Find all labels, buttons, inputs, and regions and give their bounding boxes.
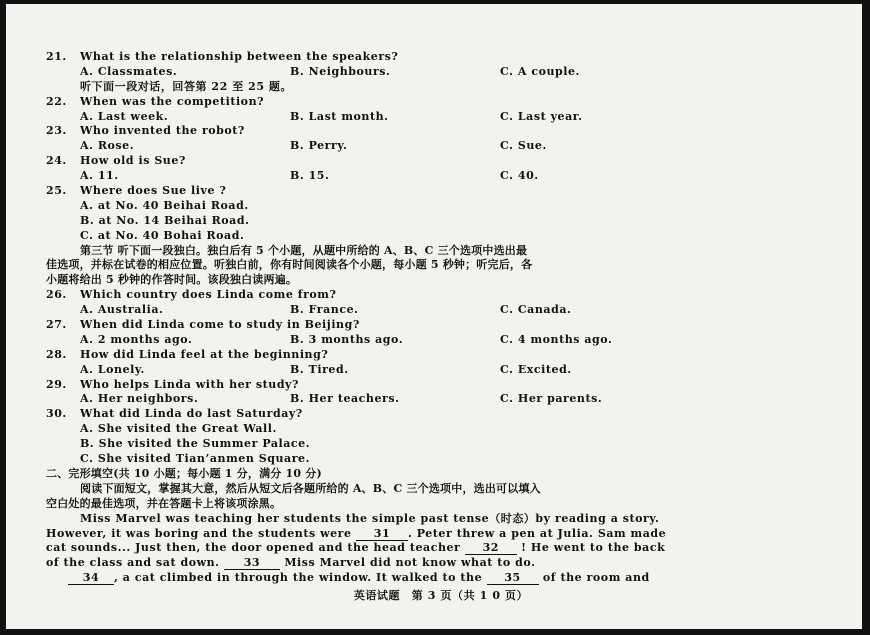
section3-instruction-line2: 佳选项，并标在试卷的相应位置。听独白前，你有时间阅读各个小题，每小题 5 秒钟；听完后，各 xyxy=(46,258,533,272)
option-c: C. at No. 40 Bohai Road. xyxy=(80,228,245,242)
section3-instruction-line1: 第三节 听下面一段独白。独白后有 5 个小题，从题中所给的 A、B、C 三个选项中选出最 xyxy=(80,243,528,257)
options-27 xyxy=(46,333,774,348)
option-a: A. Lonely. xyxy=(80,362,145,376)
question-text: What is the relationship between the speakers? xyxy=(80,50,399,63)
option-c: C. 40. xyxy=(500,169,539,183)
option-b: B. Tired. xyxy=(290,362,349,376)
option-b: B. Neighbours. xyxy=(290,64,391,78)
question-25 xyxy=(46,184,774,199)
question-number: 29. xyxy=(46,377,67,391)
passage-line2 xyxy=(46,527,774,542)
question-text: Which country does Linda come from? xyxy=(80,288,337,302)
option-a: A. Her neighbors. xyxy=(80,392,199,406)
option-c: C. Sue. xyxy=(500,139,547,153)
passage-line5 xyxy=(46,571,774,586)
page-content xyxy=(46,50,774,586)
option-c: C. Canada. xyxy=(500,303,572,317)
question-number: 30. xyxy=(46,407,67,421)
option-a: A. Classmates. xyxy=(80,64,178,78)
option-c: C. Excited. xyxy=(500,362,572,376)
question-number: 22. xyxy=(46,94,67,108)
question-23 xyxy=(46,124,774,139)
passage-text: . Peter threw a pen at Julia. Sam made xyxy=(407,526,667,540)
blank-31: 31 xyxy=(356,528,408,541)
passage-line1 xyxy=(46,512,774,527)
options-24 xyxy=(46,169,774,184)
blank-35: 35 xyxy=(487,572,539,585)
passage-text: of the room and xyxy=(542,571,650,585)
option-b: B. She visited the Summer Palace. xyxy=(80,437,311,451)
option-a: A. Rose. xyxy=(80,139,135,153)
option-a: A. 2 months ago. xyxy=(80,332,193,346)
passage-text: Miss Marvel was teaching her students the simple past tense（时态）by reading a story. xyxy=(80,511,660,525)
instruction-22-25: 听下面一段对话，回答第 22 至 25 题。 xyxy=(80,79,293,93)
options-28 xyxy=(46,363,774,378)
passage-line3 xyxy=(46,541,774,556)
passage-text: However, it was boring and the students were xyxy=(46,526,352,540)
question-21 xyxy=(46,50,774,65)
option-c: C. Last year. xyxy=(500,109,583,123)
option-b: B. 15. xyxy=(290,169,330,183)
question-28 xyxy=(46,348,774,363)
options-21 xyxy=(46,65,774,80)
question-text: What did Linda do last Saturday? xyxy=(80,407,303,421)
option-a: A. Last week. xyxy=(80,109,169,123)
passage-text: Miss Marvel did not know what to do. xyxy=(284,556,536,570)
question-text: How old is Sue? xyxy=(80,154,186,168)
options-26 xyxy=(46,303,774,318)
options-29 xyxy=(46,392,774,407)
question-text: How did Linda feel at the beginning? xyxy=(80,347,329,361)
question-number: 23. xyxy=(46,124,67,138)
question-27 xyxy=(46,318,774,333)
question-text: Where does Sue live ? xyxy=(80,184,227,198)
question-number: 26. xyxy=(46,288,67,302)
passage-line4 xyxy=(46,556,774,571)
part2-instruction-line1: 阅读下面短文，掌握其大意，然后从短文后各题所给的 A、B、C 三个选项中，选出可以填入 xyxy=(80,481,541,495)
page-footer: 英语试题 第 3 页（共 1 0 页） xyxy=(353,589,529,602)
option-b: B. 3 months ago. xyxy=(290,332,404,346)
passage-text: of the class and sat down. xyxy=(46,556,220,570)
part2-instruction-line2: 空白处的最佳选项，并在答题卡上将该项涂黑。 xyxy=(46,496,282,510)
option-c: C. Her parents. xyxy=(500,392,603,406)
passage-text: , a cat climbed in through the window. It walked to the xyxy=(114,571,483,585)
question-number: 24. xyxy=(46,154,67,168)
passage-text: ! He went to the back xyxy=(521,541,666,555)
option-b: B. at No. 14 Beihai Road. xyxy=(80,213,250,227)
question-text: When was the competition? xyxy=(80,94,265,108)
option-c: C. 4 months ago. xyxy=(500,332,613,346)
option-a: A. Australia. xyxy=(80,303,164,317)
question-text: When did Linda come to study in Beijing? xyxy=(80,318,360,332)
option-b: B. France. xyxy=(290,303,359,317)
question-number: 28. xyxy=(46,347,67,361)
question-number: 25. xyxy=(46,184,67,198)
blank-34: 34 xyxy=(68,572,114,585)
blank-32: 32 xyxy=(465,542,517,555)
question-30 xyxy=(46,407,774,422)
option-b: B. Perry. xyxy=(290,139,348,153)
option-c: C. She visited Tian’anmen Square. xyxy=(80,452,310,466)
option-b: B. Last month. xyxy=(290,109,389,123)
question-number: 27. xyxy=(46,318,67,332)
part2-heading: 二、完形填空(共 10 小题；每小题 1 分，满分 10 分) xyxy=(46,466,322,480)
option-a: A. She visited the Great Wall. xyxy=(80,422,277,436)
question-text: Who helps Linda with her study? xyxy=(80,377,299,391)
option-a: A. 11. xyxy=(80,169,119,183)
question-22 xyxy=(46,95,774,110)
options-22 xyxy=(46,110,774,125)
section3-instruction-line3: 小题将给出 5 秒钟的作答时间。该段独白读两遍。 xyxy=(46,273,298,287)
options-23 xyxy=(46,139,774,154)
passage-text: cat sounds... Just then, the door opened and the head teacher xyxy=(46,541,461,555)
question-26 xyxy=(46,288,774,303)
option-a: A. at No. 40 Beihai Road. xyxy=(80,198,249,212)
question-block-21 xyxy=(46,50,774,80)
blank-33: 33 xyxy=(224,557,280,570)
option-c: C. A couple. xyxy=(500,64,580,78)
question-29 xyxy=(46,378,774,393)
question-24 xyxy=(46,154,774,169)
option-b: B. Her teachers. xyxy=(290,392,400,406)
question-text: Who invented the robot? xyxy=(80,124,245,138)
question-number: 21. xyxy=(46,50,67,63)
